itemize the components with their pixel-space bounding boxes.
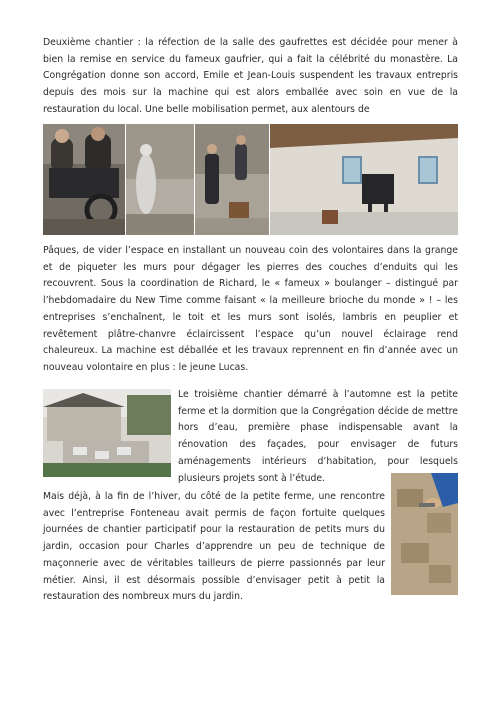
photo-two-volunteers xyxy=(195,124,269,235)
photo-small-farm xyxy=(43,389,171,477)
paragraph-third-worksite: Le troisième chantier démarré à l’automne est la petite ferme et la dormition que la Congrégation décide de mettre hors d’eau, première phase indispensable avant la rénovation des façades, pour envisager de futurs aménagements intérieurs d’habitation, pour lesquels plusieurs projets sont à l’étude. xyxy=(178,389,458,484)
photo-stone-wall-worker xyxy=(126,124,194,235)
photo-men-at-machine xyxy=(43,124,125,235)
paragraph-easter-works: Pâques, de vider l’espace en installant un nouveau coin des volontaires dans la grange et de piqueter les murs pour dégager les pierres des couches d’enduits qui les recouvrent. Sous la coordination de Richard, le « fameux » boulanger – distingué par l’hebdomadaire du New Time comme faisant « la meilleure brioche du monde » ! – les entreprises s’enchaînent, le toit et les murs sont isolés, lambris en peuplier et revêtement plâtre-chanvre éclaircissent l’espace qu’un nouvel éclairage rend chaleureux. La machine est déballée et les travaux reprennent en fin d’année avec un nouveau volontaire en plus : le jeune Lucas. xyxy=(43,245,458,373)
paragraph-garden-walls: Mais déjà, à la fin de l’hiver, du côté de la petite ferme, une rencontre avec l’entreprise Fonteneau avait permis de façon fortuite quelques journées de chantier participatif pour la restauration de petits murs du jardin, occasion pour Charles d’apprendre un peu de technique de maçonnerie avec de véritables tailleurs de pierre passionnés par leur métier. Ainsi, il est désormais possible d’envisager petit à petit la restauration des nombreux murs du jardin. xyxy=(43,491,385,603)
paragraph-second-worksite: Deuxième chantier : la réfection de la salle des gaufrettes est décidée pour mener à bien la remise en service du fameux gaufrier, qui a fait la célébrité du monastère. La Congrégation donne son accord, Emile et Jean-Louis suspendent les travaux entrepris depuis des mois sur la machine qui est alors emballée avec soin en vue de la restauration du local. Une belle mobilisation permet, aux alentours de xyxy=(43,37,458,115)
photo-stonemason-hands xyxy=(391,473,458,595)
photo-renovated-room xyxy=(270,124,458,235)
